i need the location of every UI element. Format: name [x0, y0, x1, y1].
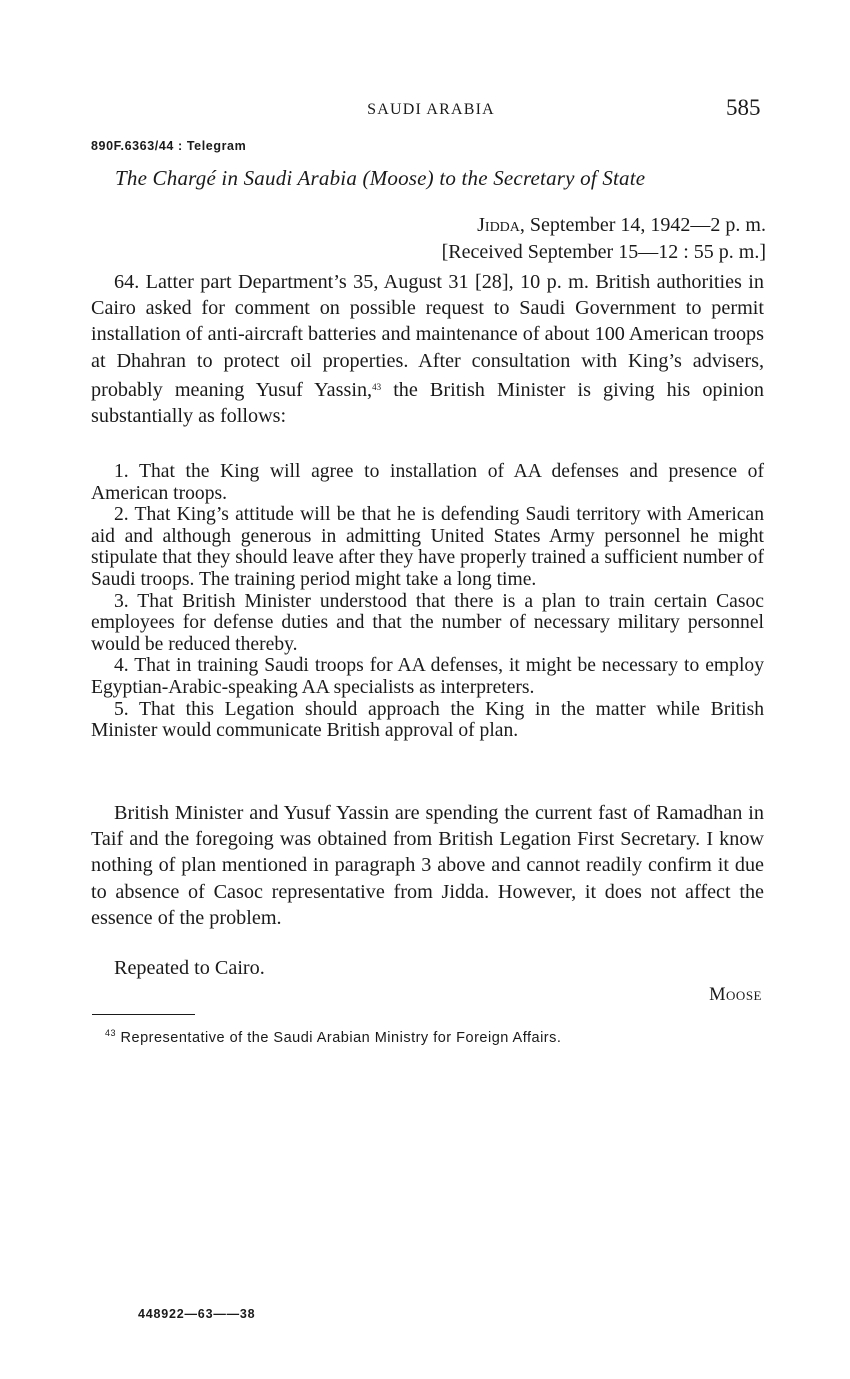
footnote-text: Representative of the Saudi Arabian Ministry for Foreign Affairs. — [120, 1030, 562, 1046]
telegram-paragraph-1 — [91, 269, 764, 429]
telegram-paragraph-2: British Minister and Yusuf Yassin are spending the current fast of Ramadhan in Taif and the foregoing was obtained from British Legation First Secretary. I know nothing of plan mentioned in paragraph 3 above and cannot readily confirm it due to absence of Casoc representative from Jidda. However, it does not affect the essence of the problem. — [91, 802, 764, 929]
printer-mark: 448922—63——38 — [138, 1307, 256, 1321]
dateline-date: , September 14, 1942—2 p. m. — [519, 214, 766, 236]
signature: Moose — [709, 985, 762, 1005]
telegram-paragraph-3: Repeated to Cairo. — [114, 957, 265, 979]
footnote-divider — [92, 1014, 195, 1015]
footnote-reference: 43 — [372, 381, 382, 392]
paragraph-1-text-b: the British Minister is giving his opinion substantially as follows: — [91, 378, 765, 428]
dateline-place: Jidda — [477, 214, 520, 236]
footnote — [105, 1028, 561, 1046]
document-title: The Chargé in Saudi Arabia (Moose) to the Secretary of State — [115, 166, 646, 190]
list-item-3: 3. That British Minister understood that there is a plan to train certain Casoc employees for defense duties and that the number of necessary military personnel would be reduced thereby. — [91, 590, 764, 655]
running-head-title: SAUDI ARABIA — [367, 101, 495, 118]
file-reference: 890F.6363/44 : Telegram — [91, 139, 247, 153]
dateline — [442, 212, 766, 266]
dateline-sent — [442, 212, 766, 239]
footnote-number: 43 — [105, 1028, 117, 1038]
opinion-list — [91, 461, 764, 742]
list-item-4: 4. That in training Saudi troops for AA defenses, it might be necessary to employ Egyptian-Arabic-speaking AA specialists as interpreters. — [91, 655, 764, 698]
list-item-1: 1. That the King will agree to installation of AA defenses and presence of American troops. — [91, 461, 764, 504]
list-item-2: 2. That King’s attitude will be that he is defending Saudi territory with American aid and although generous in admitting United States Army personnel he might stipulate that they should leave after they have properly trained a sufficient number of Saudi troops. The training period might take a long time. — [91, 504, 764, 590]
page-number: 585 — [726, 95, 761, 120]
paragraph-1-text-a: 64. Latter part Department’s 35, August 31 [28], 10 p. m. British authorities in Cairo asked for comment on possible request to Saudi Government to permit installation of anti-aircraft batteries and maintenance of about 100 American troops at Dhahran to protect oil properties. After consultation with King’s advisers, probably meaning Yusuf Yassin, — [91, 271, 764, 401]
list-item-5: 5. That this Legation should approach the King in the matter while British Minister would communicate British approval of plan. — [91, 698, 764, 742]
dateline-received: [Received September 15—12 : 55 p. m.] — [441, 241, 766, 263]
